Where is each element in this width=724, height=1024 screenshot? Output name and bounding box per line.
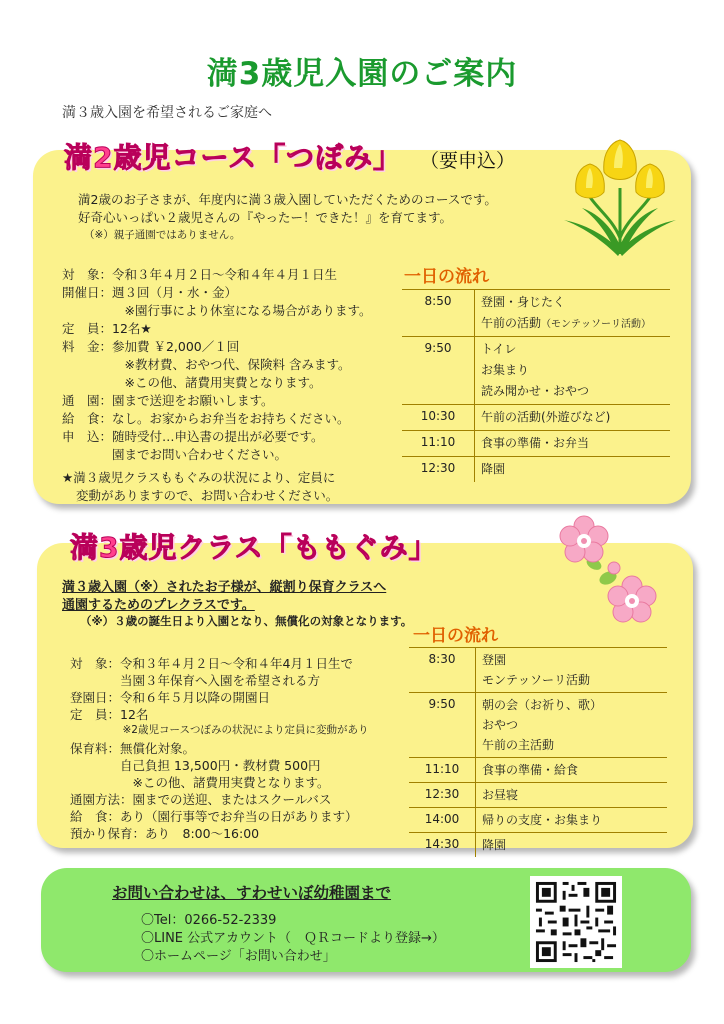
course1-detail: 対 象：令和３年４月２日～令和４年４月１日生 [62,267,338,282]
schedule-time: 9:50 [428,697,456,711]
schedule-activity: 登園 [482,653,507,667]
schedule-activity: トイレ [481,342,517,356]
course2-lead-note: （※）３歳の誕生日より入園となり、無償化の対象となります。 [80,614,413,628]
schedule-time: 14:00 [424,812,460,826]
course2-schedule [409,647,667,857]
tulip-illustration [560,138,680,260]
schedule-row [409,758,667,783]
schedule-time: 8:50 [424,294,452,308]
schedule-row [402,405,670,431]
schedule-activity: 降園 [481,462,506,476]
schedule-row [402,431,670,457]
schedule-row [409,648,667,693]
course2-detail: ※2歳児コースつぼみの状況により定員に変動があり [70,724,369,736]
schedule-row [409,693,667,758]
schedule-time: 10:30 [420,409,456,423]
schedule-time: 11:10 [420,435,456,449]
course1-title: 満2歳児コース「つぼみ」 [64,141,403,174]
course2-detail: 給 食：あり（園行事等でお弁当の日があります） [70,809,358,824]
course1-detail: 申 込：随時受付…申込書の提出が必要です。 [62,429,324,444]
schedule-time: 14:30 [424,837,460,851]
schedule-time: 8:30 [428,652,456,666]
schedule-time: 9:50 [424,341,452,355]
course2-lead-2: 通園するためのプレクラスです。 [62,598,255,613]
schedule-activity: 帰りの支度・お集まり [482,813,603,827]
contact-homepage: 〇ホームページ「お問い合わせ」 [141,949,336,964]
course1-detail: 定 員：12名★ [62,321,152,336]
course1-detail: ※教材費、おやつ代、保険料 含みます。 [62,357,351,372]
schedule-activity: 読み聞かせ・おやつ [481,384,590,398]
course2-lead-1: 満３歳入園（※）されたお子様が、縦割り保育クラスへ [62,580,387,595]
course2-detail: 対 象：令和３年４月２日～令和４年4月１日生で [70,656,353,671]
schedule-activity: 午前の活動(外遊びなど) [481,410,611,424]
schedule-activity: 食事の準備・給食 [482,763,579,777]
course1-footnote: 変動がありますので、お問い合わせください。 [76,488,339,503]
course1-schedule [402,289,670,482]
course2-detail: 定 員：12名 [70,707,149,722]
course1-detail: 園までお問い合わせください。 [62,447,288,462]
schedule-row [409,833,667,858]
schedule-row [402,457,670,483]
course2-detail: 自己負担 13,500円・教材費 500円 [70,758,321,773]
contact-heading: お問い合わせは、すわせいぼ幼稚園まで [112,884,392,902]
plum-blossom-illustration [548,512,678,624]
schedule-activity: モンテッソーリ活動 [482,673,591,687]
schedule-activity: お昼寝 [482,788,519,802]
schedule-activity: 朝の会（お祈り、歌） [482,698,603,712]
course2-detail: 登園日：令和６年５月以降の開園日 [70,690,271,705]
course2-detail: ※この他、諸費用実費となります。 [70,775,330,790]
course2-detail: 預かり保育：あり 8:00～16:00 [70,826,260,841]
schedule-time: 12:30 [420,461,456,475]
course1-detail: ※園行事により休室になる場合があります。 [62,303,372,318]
schedule-activity: おやつ [482,718,519,732]
course2-detail: 当園３年保育へ入園を希望される方 [70,673,321,688]
course1-detail: ※この他、諸費用実費となります。 [62,375,322,390]
contact-line-account: 〇LINE 公式アカウント（ ＱＲコードより登録→） [141,931,445,946]
schedule-activity: 降園 [482,838,507,852]
schedule-row [409,783,667,808]
schedule-activity: 午前の活動 [481,316,542,330]
contact-tel: 〇Tel：0266-52-2339 [141,913,277,928]
course2-flow-heading: 一日の流れ [413,626,498,646]
course1-footnote: ★満３歳児クラスももぐみの状況により、定員に [62,470,336,485]
course1-detail: 開催日：週３回（月・水・金） [62,285,238,300]
course2-detail: 保育料：無償化対象。 [70,741,196,756]
schedule-activity: お集まり [481,363,530,377]
schedule-activity: 登園・身じたく [481,295,566,309]
schedule-activity-note: （モンテッソーリ活動） [541,319,652,330]
schedule-row [409,808,667,833]
schedule-row [402,337,670,405]
course1-detail: 料 金：参加費 ￥2,000／１回 [62,339,240,354]
schedule-row [402,290,670,337]
schedule-activity: 午前の主活動 [482,738,555,752]
intro-text: 満３歳入園を希望されるご家庭へ [62,105,272,121]
course1-suffix: （要申込） [420,150,516,172]
schedule-activity: 食事の準備・お弁当 [481,436,590,450]
course1-detail: 通 園：園まで送迎をお願いします。 [62,393,274,408]
course2-title: 満3歳児クラス「ももぐみ」 [70,531,438,564]
course1-desc-note: （※）親子通園ではありません。 [84,229,241,241]
schedule-time: 11:10 [424,762,460,776]
course1-desc-1: 満2歳のお子さまが、年度内に満３歳入園していただくためのコースです。 [78,192,497,207]
schedule-time: 12:30 [424,787,460,801]
course2-detail: 通園方法：園までの送迎、またはスクールバス [70,792,332,807]
course1-detail: 給 食：なし。お家からお弁当をお持ちください。 [62,411,350,426]
course1-flow-heading: 一日の流れ [404,267,489,287]
qr-code[interactable] [530,876,622,968]
course1-desc-2: 好奇心いっぱい２歳児さんの『やったー！できた！』を育てます。 [78,210,453,225]
page-title: 満3歳児入園のご案内 [206,56,518,92]
